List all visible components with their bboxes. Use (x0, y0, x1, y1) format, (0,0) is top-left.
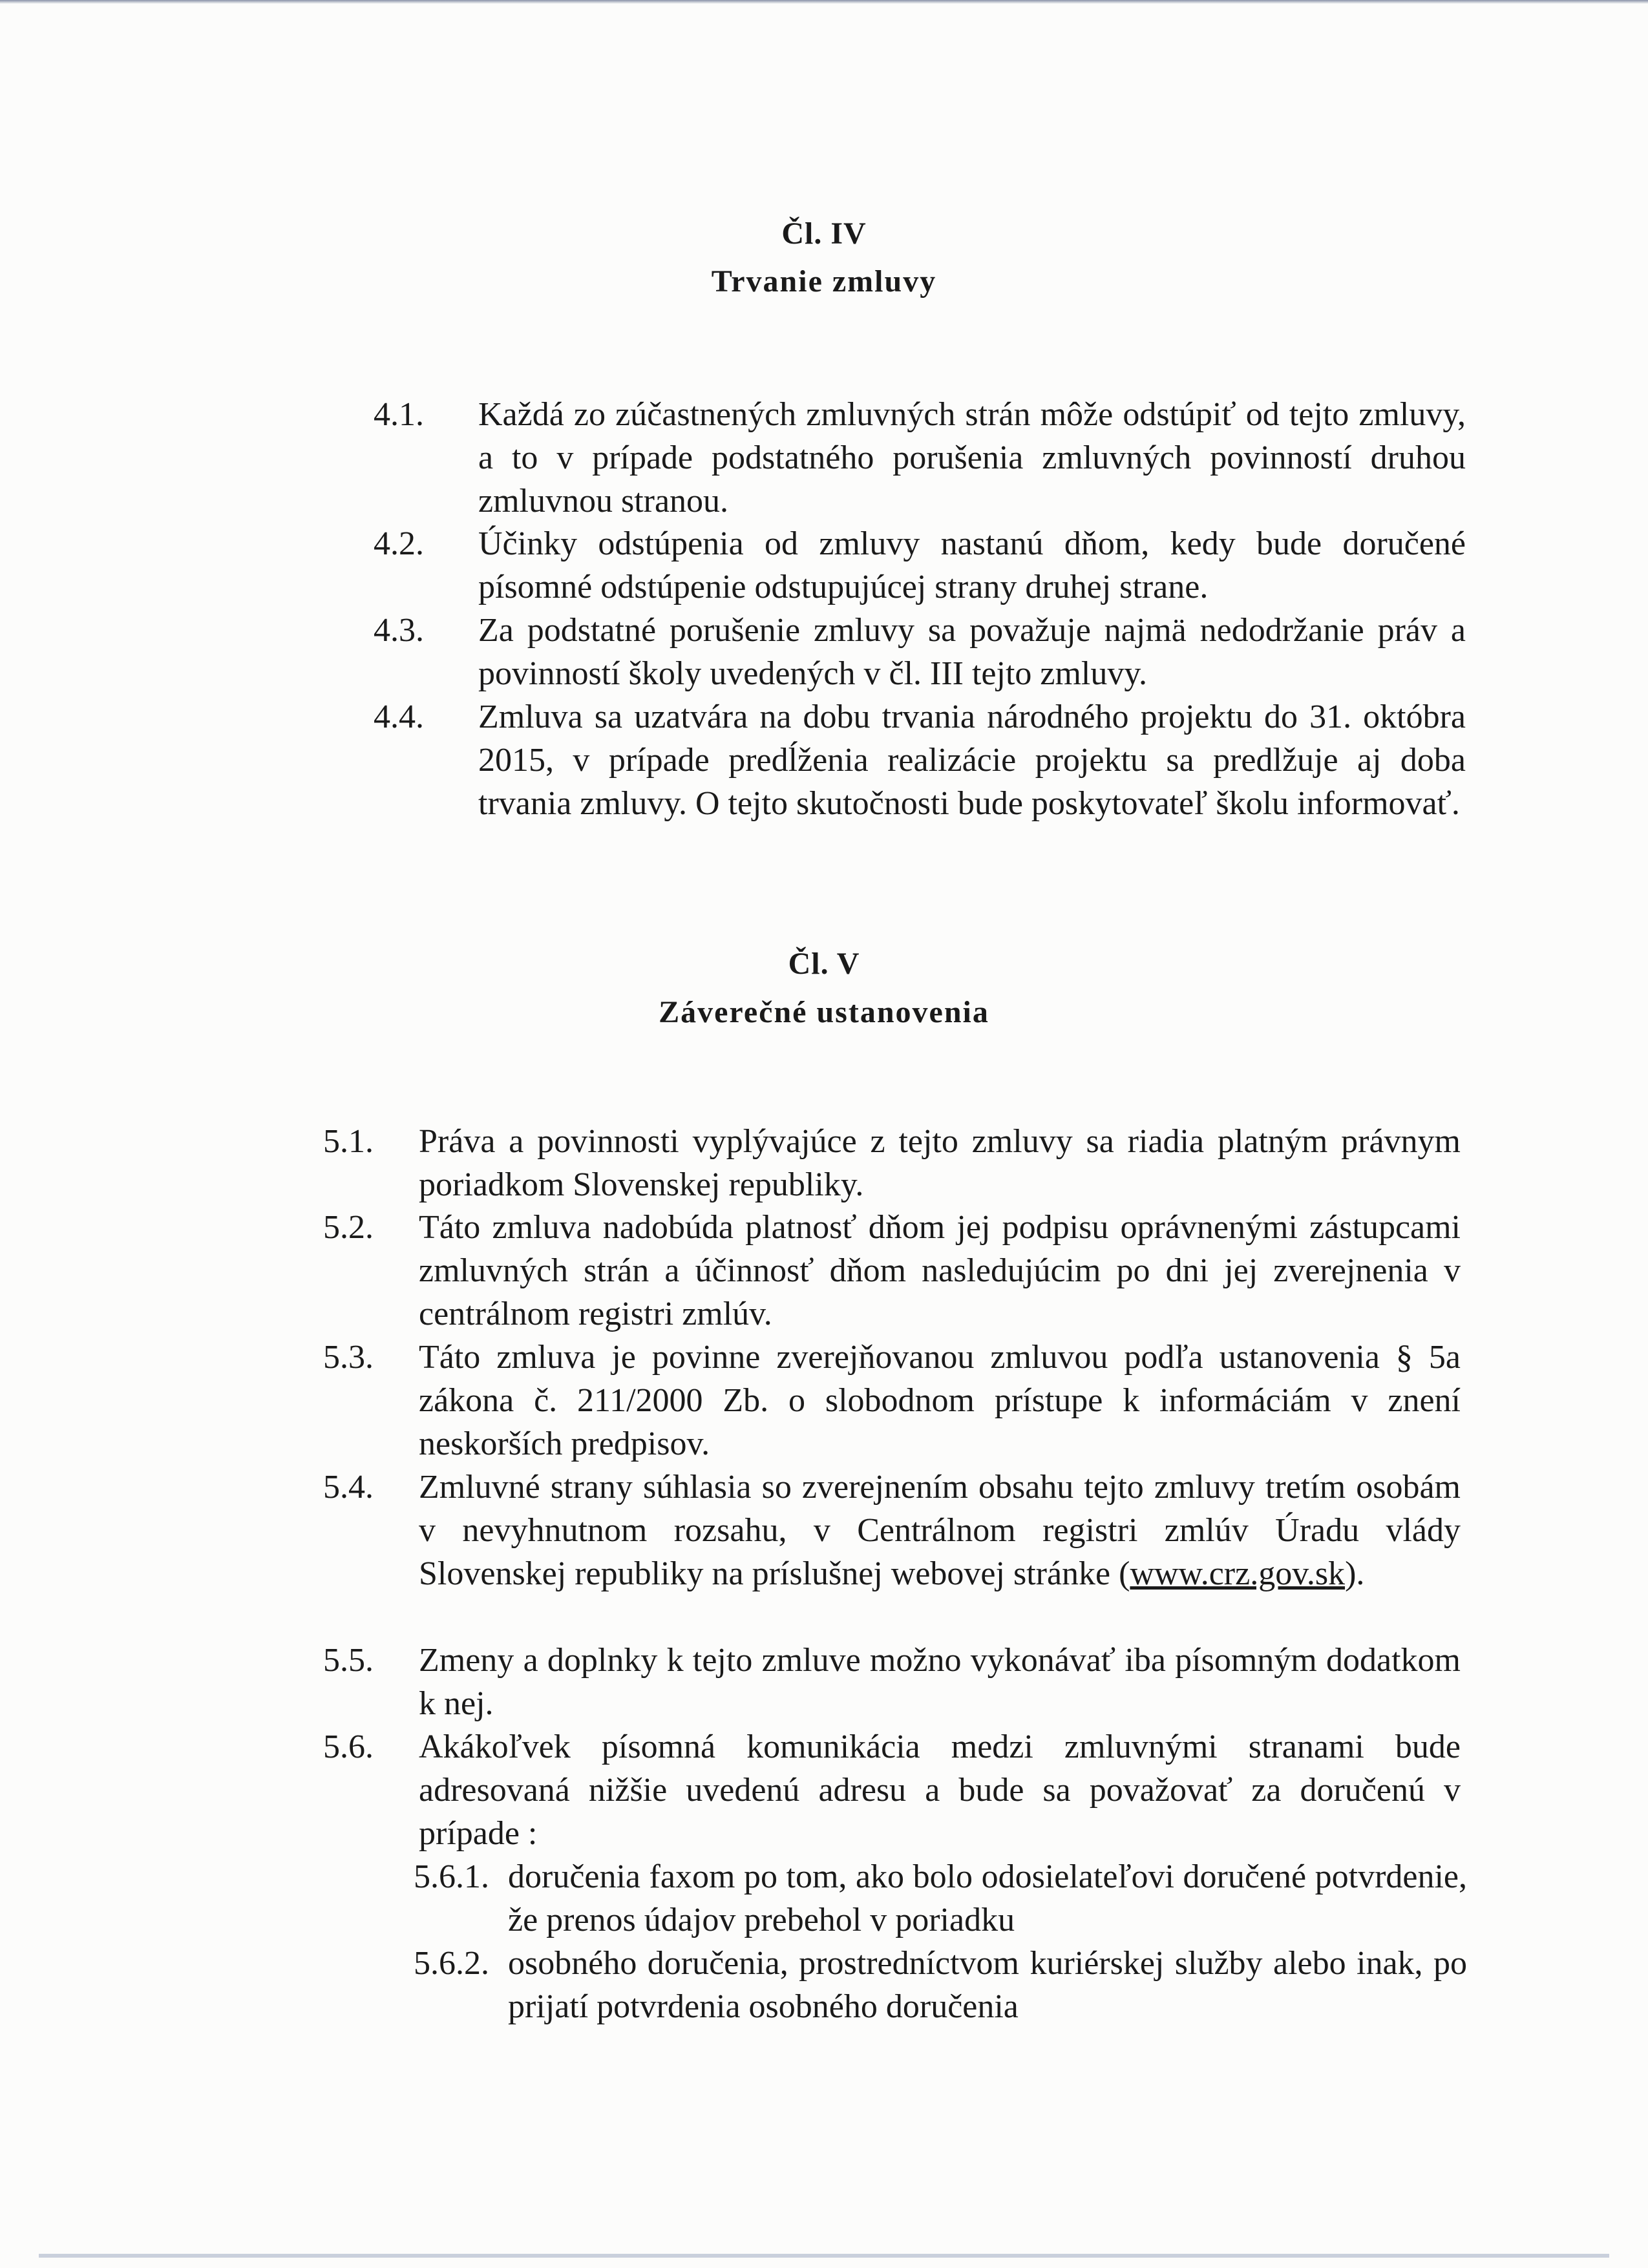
clause-5-1 (323, 1120, 1461, 1206)
clause-number: 5.6.1. (414, 1858, 489, 1895)
clause-text-part: Zmluvné strany súhlasia so zverejnením obsahu tejto zmluvy tretím osobám v nevyhnutnom rozsahu, v Centrálnom registri zmlúv Úradu vlády Slovenskej republiky na príslušnej webovej stránke ( (419, 1469, 1461, 1592)
clause-text: Každá zo zúčastnených zmluvných strán môže odstúpiť od tejto zmluvy, a to v prípade podstatného porušenia zmluvných povinností druhou zmluvnou stranou. (478, 396, 1466, 520)
clause-text: Zmeny a doplnky k tejto zmluve možno vykonávať iba písomným dodatkom k nej. (419, 1642, 1461, 1722)
crz-website-link[interactable]: www.crz.gov.sk (1130, 1555, 1346, 1592)
clause-text: Táto zmluva je povinne zverejňovanou zmluvou podľa ustanovenia § 5a zákona č. 211/2000 Zb. o slobodnom prístupe k informáciám v znení neskorších predpisov. (419, 1339, 1461, 1462)
clause-text: Akákoľvek písomná komunikácia medzi zmluvnými stranami bude adresovaná nižšie uvedenú adresu a bude sa považovať za doručenú v prípade : (419, 1728, 1461, 1852)
clause-5-5 (323, 1639, 1461, 1725)
clause-4-1 (374, 393, 1466, 523)
article-5-heading: Záverečné ustanovenia (659, 995, 989, 1029)
clause-number: 4.3. (374, 612, 424, 649)
clause-4-4 (374, 695, 1466, 868)
clause-number: 5.6. (323, 1728, 374, 1765)
clause-4-3 (374, 609, 1466, 695)
clause-number: 5.5. (323, 1642, 374, 1679)
clause-number: 5.6.2. (414, 1945, 489, 1982)
clause-text: Zmluva sa uzatvára na dobu trvania národného projektu do 31. októbra 2015, v prípade predĺženia realizácie projektu sa predlžuje aj doba trvania zmluvy. O tejto skutočnosti bude poskytovateľ školu informovať. (478, 698, 1466, 822)
clause-text: Práva a povinnosti vyplývajúce z tejto zmluvy sa riadia platným právnym poriadkom Slovenskej republiky. (419, 1123, 1461, 1203)
scan-edge-bottom (39, 2254, 1609, 2258)
clause-number: 4.4. (374, 698, 424, 735)
clause-4-2 (374, 522, 1466, 609)
clause-text: Táto zmluva nadobúda platnosť dňom jej podpisu oprávnenými zástupcami zmluvných strán a účinnosť dňom nasledujúcim po dni jej zverejnenia v centrálnom registri zmlúv. (419, 1209, 1461, 1332)
clause-5-6-1 (414, 1855, 1467, 1942)
clause-number: 5.1. (323, 1123, 374, 1160)
clause-text: osobného doručenia, prostredníctvom kuriérskej služby alebo inak, po prijatí potvrdenia osobného doručenia (508, 1945, 1467, 2025)
article-4-heading: Trvanie zmluvy (711, 264, 937, 299)
clause-text: Za podstatné porušenie zmluvy sa považuje najmä nedodržanie práv a povinností školy uvedených v čl. III tejto zmluvy. (478, 612, 1466, 692)
clause-number: 5.2. (323, 1209, 374, 1246)
article-5-label: Čl. V (788, 947, 860, 981)
clause-number: 5.4. (323, 1469, 374, 1506)
clause-5-6-2 (414, 1942, 1467, 2028)
clause-text: doručenia faxom po tom, ako bolo odosielateľovi doručené potvrdenie, že prenos údajov prebehol v poriadku (508, 1858, 1467, 1938)
clause-text (419, 1465, 1461, 1595)
article-4-label: Čl. IV (781, 216, 867, 251)
clause-text: Účinky odstúpenia od zmluvy nastanú dňom, kedy bude doručené písomné odstúpenie odstupujúcej strany druhej strane. (478, 525, 1466, 605)
scan-edge-top (0, 0, 1648, 4)
clause-text-part: ). (1345, 1555, 1365, 1592)
clause-5-2 (323, 1206, 1461, 1336)
clause-number: 5.3. (323, 1339, 374, 1376)
clause-number: 4.2. (374, 525, 424, 562)
clause-5-4 (323, 1465, 1461, 1639)
clause-number: 4.1. (374, 396, 424, 433)
clause-5-3 (323, 1336, 1461, 1465)
clause-5-6 (323, 1725, 1461, 1855)
